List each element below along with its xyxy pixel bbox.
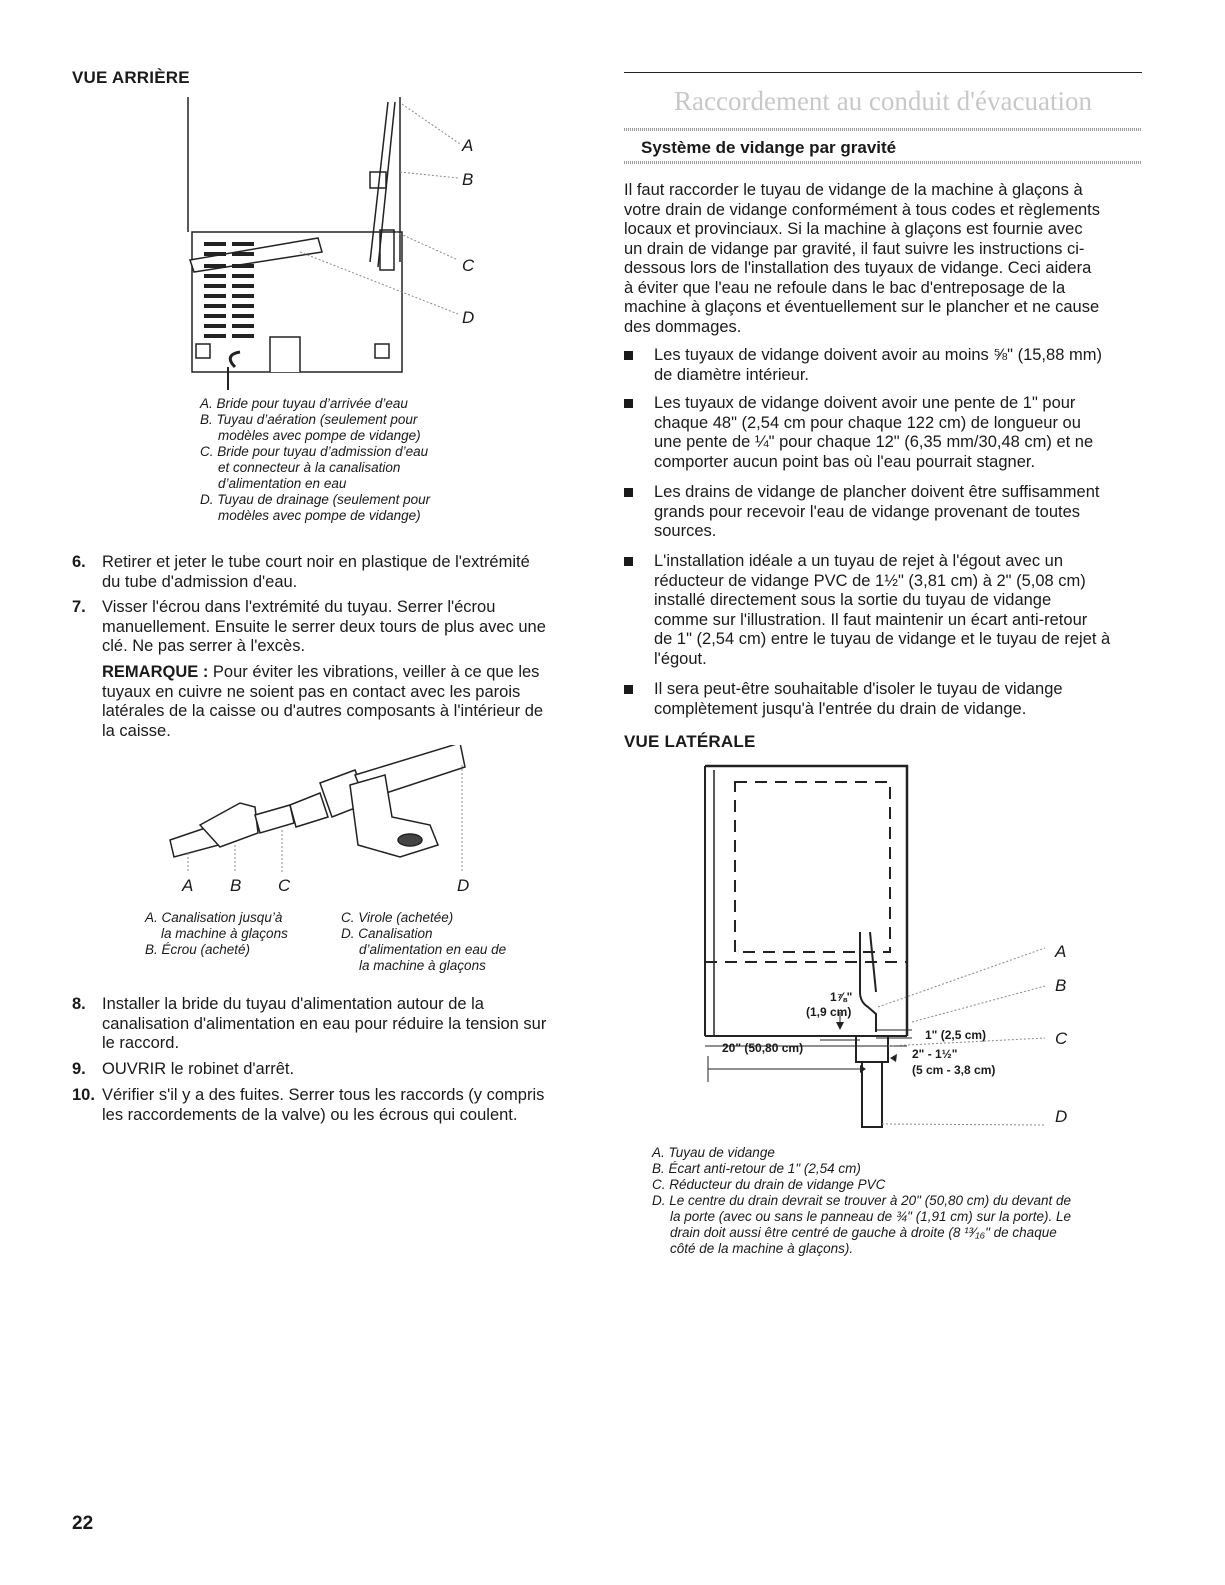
rear-caption-c: C. Bride pour tuyau d’admission d’eau et connecteur à la canalisation d’alimentation en eau xyxy=(200,444,429,491)
fitting-label-d: D xyxy=(457,876,470,895)
rear-label-d: D xyxy=(462,308,475,327)
section-title-underline xyxy=(624,128,1142,131)
side-caption-b: B. Écart anti-retour de 1" (2,54 cm) xyxy=(652,1161,861,1176)
rear-label-c: C xyxy=(462,256,475,275)
side-caption-d: D. Le centre du drain devrait se trouver à 20" (50,80 cm) du devant de la porte (avec ou sans le panneau de ¾" (1,91 cm) sur la porte). Le drain doit aussi être centré de gauche à droite (8 ¹³⁄₁₆" de chaque côté de la machine à glaçons). xyxy=(652,1193,1072,1256)
bullet-item: L'installation idéale a un tuyau de rejet à l'égout avec un réducteur de vidange PVC de 1½" (3,81 cm) à 2" (5,08 cm) installé directement sous la sortie du tuyau de vidange comme sur l'illustration. Il faut maintenir un écart anti-retour de 1" (2,54 cm) entre le tuyau de vidange et le tuyau de rejet à l'égout. xyxy=(624,552,1110,669)
fitting-diagram xyxy=(160,745,490,875)
side-caption-a: A. Tuyau de vidange xyxy=(652,1145,775,1160)
rear-caption-b: B. Tuyau d’aération (seulement pour modèles avec pompe de vidange) xyxy=(200,412,421,443)
bullet-marker xyxy=(624,488,633,497)
bullet-item: Les drains de vidange de plancher doivent être suffisamment grands pour recevoir l'eau de vidange provenant de toutes sources. xyxy=(624,483,1099,542)
bullet-marker xyxy=(624,351,633,360)
page-number: 22 xyxy=(72,1513,94,1534)
bullet-item: Les tuyaux de vidange doivent avoir une pente de 1" pour chaque 48" (2,54 cm pour chaque 122 cm) de longueur ou une pente de ¼" pour chaque 12" (6,35 mm/30,48 cm) et ne comporter aucun point bas où l'eau pourrait stagner. xyxy=(624,394,1093,472)
note-paragraph: REMARQUE : Pour éviter les vibrations, veiller à ce que les tuyaux en cuivre ne soient pas en contact avec les parois latérales de la caisse ou d'autres composants à l'intérieur de la caisse. xyxy=(102,663,544,740)
section-rule xyxy=(624,72,1142,73)
side-view-diagram xyxy=(700,762,1070,1132)
rear-label-a: A xyxy=(462,136,474,155)
step-8: 8. Installer la bride du tuyau d'alimentation autour de la canalisation d'alimentation en eau pour réduire la tension sur le raccord. xyxy=(72,995,547,1052)
dim-gap: 1" (2,5 cm) xyxy=(925,1028,987,1042)
rear-view-title: VUE ARRIÈRE xyxy=(72,68,190,87)
bullet-list xyxy=(624,346,1149,726)
fitting-captions-left: A. Canalisation jusqu’à la machine à glaçons B. Écrou (acheté) xyxy=(145,910,288,957)
rear-view-diagram xyxy=(170,92,500,392)
side-captions xyxy=(652,1145,1152,1257)
subsection-title: Système de vidange par gravité xyxy=(641,138,897,157)
side-label-b: B xyxy=(1055,976,1067,995)
rear-caption-a: A. Bride pour tuyau d’arrivée d’eau xyxy=(200,396,408,411)
fitting-label-b: B xyxy=(230,876,242,895)
note-label: REMARQUE : xyxy=(102,663,209,681)
side-view-title: VUE LATÉRALE xyxy=(624,732,756,751)
dim-drop: 1⅞" xyxy=(830,990,853,1004)
step-10: 10. Vérifier s'il y a des fuites. Serrer tous les raccords (y compris les raccordements de la valve) ou les écrous qui coulent. xyxy=(72,1086,545,1124)
steps-6-7 xyxy=(72,553,592,673)
step-7: 7. Visser l'écrou dans l'extrémité du tuyau. Serrer l'écrou manuellement. Ensuite le serrer deux tours de plus avec une clé. Ne pas serrer à l'excès. xyxy=(72,598,546,655)
fitting-label-c: C xyxy=(278,876,291,895)
section-title: Raccordement au conduit d'évacuation xyxy=(674,86,1092,116)
bullet-item: Les tuyaux de vidange doivent avoir au moins ⅝" (15,88 mm) de diamètre intérieur. xyxy=(624,346,1102,385)
dim-distance: 20" (50,80 cm) xyxy=(722,1041,804,1055)
step-9: 9. OUVRIR le robinet d'arrêt. xyxy=(72,1060,295,1078)
steps-8-10 xyxy=(72,995,602,1135)
fitting-label-a: A xyxy=(182,876,194,895)
dim-pipe-cm: (5 cm - 3,8 cm) xyxy=(912,1063,996,1077)
bullet-marker xyxy=(624,685,633,694)
bullet-item: Il sera peut-être souhaitable d'isoler le tuyau de vidange complètement jusqu'à l'entrée du drain de vidange. xyxy=(624,680,1063,719)
side-label-c: C xyxy=(1055,1029,1068,1048)
rear-caption-d: D. Tuyau de drainage (seulement pour modèles avec pompe de vidange) xyxy=(200,492,431,523)
side-caption-c: C. Réducteur du drain de vidange PVC xyxy=(652,1177,886,1192)
intro-paragraph: Il faut raccorder le tuyau de vidange de la machine à glaçons à votre drain de vidange conformément à tous codes et règlements locaux et provinciaux. Si la machine à glaçons est fournie avec un drain de vidange par gravité, il faut suivre les instructions ci- dessous lors de l'installation des tuyaux de vidange. Ceci aidera à éviter que l'eau ne refoule dans le bac d'entreposage de la machine à glaçons et éventuellement sur le plancher et ne cause des dommages. xyxy=(624,181,1101,336)
side-label-a: A xyxy=(1055,942,1067,961)
rear-captions xyxy=(200,396,430,524)
bullet-marker xyxy=(624,557,633,566)
dim-drop-cm: (1,9 cm) xyxy=(806,1005,852,1019)
dim-pipe: 2" - 1½" xyxy=(912,1047,958,1061)
bullet-marker xyxy=(624,399,633,408)
fitting-captions-right: C. Virole (achetée) D. Canalisation d’alimentation en eau de la machine à glaçons xyxy=(341,910,507,973)
subsection-underline xyxy=(624,161,1142,164)
step-6: 6. Retirer et jeter le tube court noir en plastique de l'extrémité du tube d'admission d'eau. xyxy=(72,553,530,591)
rear-label-b: B xyxy=(462,170,474,189)
side-label-d: D xyxy=(1055,1107,1068,1126)
